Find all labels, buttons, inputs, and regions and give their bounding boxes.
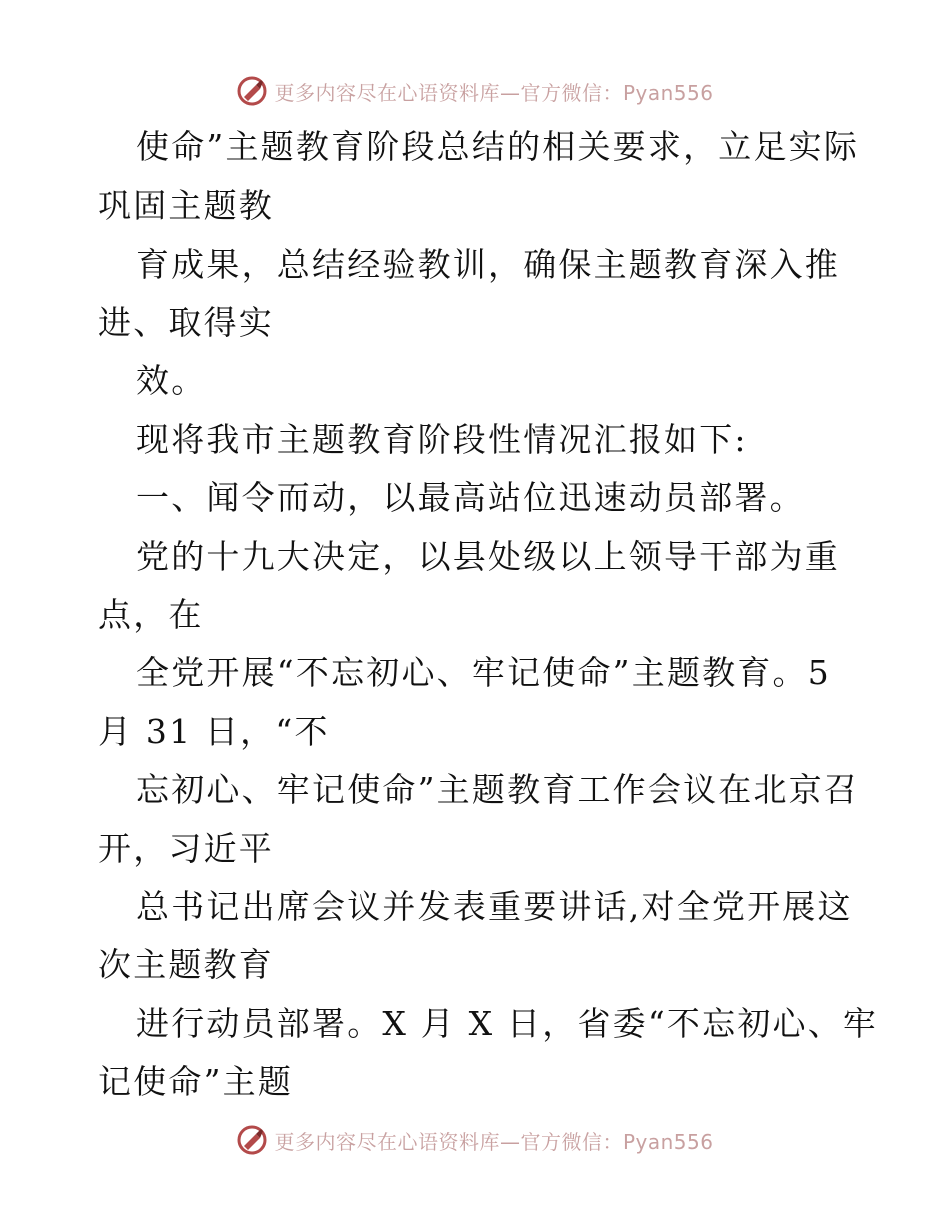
text-line: 效。 — [136, 361, 207, 400]
text-line: 育成果，总结经验教训，确保主题教育深入推 — [136, 245, 840, 284]
text-line: 巩固主题教 — [98, 186, 274, 225]
text-line: 全党开展“不忘初心、牢记使命”主题教育。5 — [136, 653, 831, 692]
watermark-text: 更多内容尽在心语资料库—官方微信：Pyan556 — [274, 1129, 714, 1154]
text-line: 点，在 — [98, 595, 204, 634]
footer-watermark — [0, 1120, 950, 1160]
text-line: 进、取得实 — [98, 303, 274, 342]
text-line: 月 31 日，“不 — [98, 712, 330, 751]
text-line: 使命”主题教育阶段总结的相关要求，立足实际 — [136, 127, 860, 166]
watermark-text: 更多内容尽在心语资料库—官方微信：Pyan556 — [274, 80, 714, 105]
text-line: 开，习近平 — [98, 829, 274, 868]
text-line: 总书记出席会议并发表重要讲话,对全党开展这 — [136, 887, 853, 926]
text-line: 现将我市主题教育阶段性情况汇报如下: — [136, 420, 748, 459]
text-line: 忘初心、牢记使命”主题教育工作会议在北京召 — [136, 770, 860, 809]
text-line: 党的十九大决定，以县处级以上领导干部为重 — [136, 537, 840, 576]
text-line: 进行动员部署。X 月 X 日，省委“不忘初心、牢 — [136, 1004, 879, 1043]
text-line: 记使命”主题 — [98, 1062, 294, 1101]
logo-icon — [236, 1124, 268, 1156]
text-line: 次主题教育 — [98, 945, 274, 984]
text-line: 一、闻令而动，以最高站位迅速动员部署。 — [136, 478, 805, 517]
